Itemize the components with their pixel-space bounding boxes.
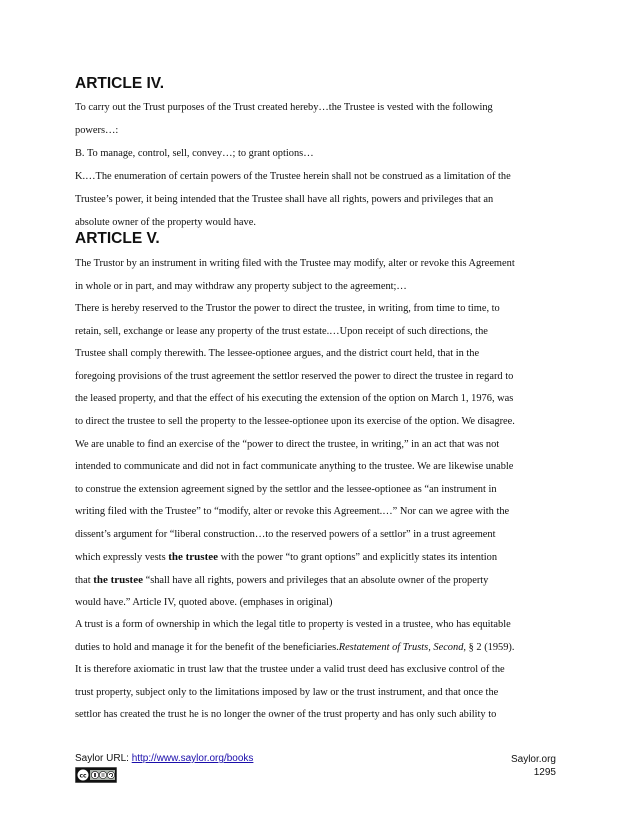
article-v-line: the leased property, and that the effect of his executing the extension of the option on March 1, 1976, was [75,393,514,404]
article-iv-line: K.…The enumeration of certain powers of the Trustee herein shall not be construed as a limitation of the [75,171,511,182]
article-v-line: It is therefore axiomatic in trust law that the trustee under a valid trust deed has exclusive control of the [75,664,505,675]
emphasis-bold: the trustee [93,574,143,586]
article-iv-line: To carry out the Trust purposes of the Trust created hereby…the Trustee is vested with the following [75,102,493,113]
page-number: 1295 [533,767,556,778]
cc-by-nc-sa-icon [75,767,117,783]
text-run: “shall have all rights, powers and privileges that an absolute owner of the property [142,575,489,586]
text-run: with the power “to grant options” and explicitly states its intention [218,552,498,563]
article-v-line: in whole or in part, and may withdraw any property subject to the agreement;… [75,281,407,292]
emphasis-bold: the trustee [168,551,219,563]
article-iv-line: B. To manage, control, sell, convey…; to grant options… [75,148,314,159]
footer-page-info [511,753,556,779]
article-v-line: settlor has created the trust he is no longer the owner of the trust property and has only such ability to [75,709,497,720]
citation-italic: Restatement of Trusts, Second [338,642,464,653]
article-v-line: There is hereby reserved to the Trustor the power to direct the trustee, in writing, from time to time, to [75,303,500,314]
article-v-line [75,642,515,653]
article-iv-line: absolute owner of the property would have. [75,217,256,228]
article-v-line: dissent’s argument for “liberal construction…to the reserved powers of a settlor” in a trust agreement [75,529,496,540]
svg-text:cc: cc [79,772,87,780]
article-v-line [75,551,497,563]
article-v-line: intended to communicate and did not in fact communicate anything to the trustee. We are likewise unable [75,461,514,472]
article-iv-line: Trustee’s power, it being intended that the Trustee shall have all rights, powers and privileges that an [75,194,494,205]
text-run: , § 2 (1959). [463,642,515,653]
article-v-line [75,574,488,586]
text-run: duties to hold and manage it for the benefit of the beneficiaries. [75,642,339,653]
article-v-line: A trust is a form of ownership in which the legal title to property is vested in a trustee, who has equitable [75,619,511,630]
article-iv-line: powers…: [75,125,119,136]
article-v-line: would have.” Article IV, quoted above. (emphases in original) [75,597,333,608]
article-v-line: trust property, subject only to the limitations imposed by law or the trust instrument, and that once the [75,687,499,698]
article-v-line: Trustee shall comply therewith. The lessee-optionee argues, and the district court held, that in the [75,348,480,359]
footer-url-label: Saylor URL: [75,753,132,764]
footer-url-link[interactable]: http://www.saylor.org/books [131,753,254,764]
article-v-line: retain, sell, exchange or lease any property of the trust estate.…Upon receipt of such directions, the [75,326,488,337]
footer-source [75,753,253,764]
article-v-line: foregoing provisions of the trust agreement the settlor reserved the power to direct the trustee in regard to [75,371,514,382]
text-run: which expressly vests [75,552,169,563]
article-v-line: to direct the trustee to sell the property to the lessee-optionee upon its exercise of the option. We disagree. [75,416,515,427]
article-v-line: writing filed with the Trustee” to “modify, alter or revoke this Agreement.…” Nor can we agree with the [75,506,510,517]
text-run: that [75,575,94,586]
article-v-line: The Trustor by an instrument in writing filed with the Trustee may modify, alter or revoke this Agreement [75,258,515,269]
article-v-line: to construe the extension agreement signed by the settlor and the lessee-optionee as “an instrument in [75,484,497,495]
article-v-heading: ARTICLE V. [75,230,160,247]
article-v-line: We are unable to find an exercise of the “power to direct the trustee, in writing,” in an act that was not [75,439,500,450]
footer-site-name: Saylor.org [510,754,556,765]
article-iv-heading: ARTICLE IV. [75,75,164,92]
